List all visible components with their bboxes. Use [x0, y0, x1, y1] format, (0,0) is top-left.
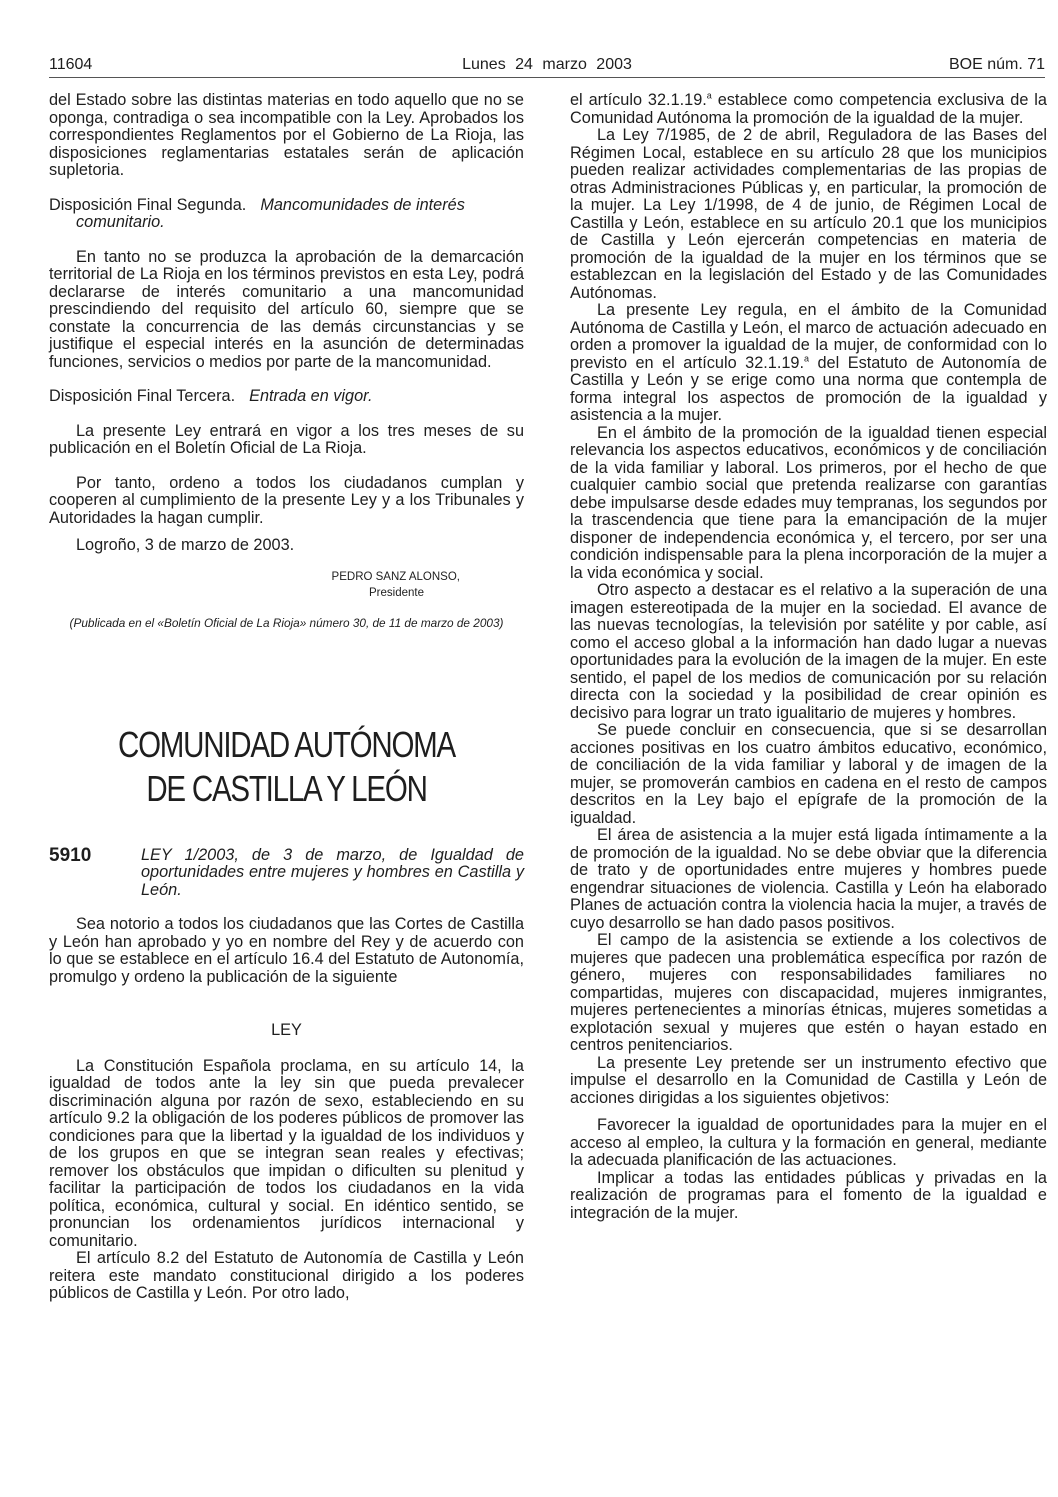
section-title [92, 723, 482, 811]
text-fragment: el artículo 32.1.19. [570, 91, 707, 109]
final-provision-2-text: En tanto no se produzca la aprobación de la demarcación territorial de La Rioja en los términos previstos en esta Ley, podrá declararse de interés comunitario a una mancomunidad prescindiendo del requisito del artículo 60, siempre que se constate la concurrencia de las demás circunstancias y se justifique el especial interés en la asunción de determinadas funciones, servicios o medios por parte de la mancomunidad. [49, 247, 524, 371]
paragraph-promotion: En el ámbito de la promoción de la igualdad tienen especial relevancia los aspectos educativos, económicos y de conciliación de la vida familiar y laboral. Los primeros, por el hecho de que cualquier cambio social que pretenda realizarse con garantías debe impulsarse desde edades muy tempranas, los segundos por la trascendencia que tiene para la emancipación de la mujer disponer de independencia económica y, el tercero, por ser una condición indispensable para la plena incorporación de la mujer a la vida económica y social. [570, 423, 1047, 582]
issue-date: Lunes 24 marzo 2003 [462, 56, 632, 73]
section-title-line-1: COMUNIDAD AUTÓNOMA [117, 723, 456, 765]
text-fragment: del Estatuto de Autonomía de Castilla y León y se erige como una norma que contempla de forma integral los aspectos de promoción de la igualdad y asistencia a la mujer. [570, 353, 1047, 424]
provision-label: Disposición Final Segunda. [49, 195, 247, 214]
final-provision-3-text: La presente Ley entrará en vigor a los tres meses de su publicación en el Boletín Oficial de La Rioja. [49, 421, 524, 457]
signature-block [49, 569, 524, 601]
section-title-line-2: DE CASTILLA Y LEÓN [146, 767, 427, 809]
provision-title: Entrada en vigor. [249, 387, 373, 405]
paragraph-objectives-intro: La presente Ley pretende ser un instrumento efectivo que impulse el desarrollo en la Comunidad de Castilla y León de acciones dirigidas a los siguientes objetivos: [570, 1053, 1047, 1107]
objective-item: Favorecer la igualdad de oportunidades para la mujer en el acceso al empleo, la cultura y la formación en general, mediante la adecuada planificación de las actuaciones. [570, 1116, 1047, 1169]
signatory-role: Presidente [369, 586, 424, 599]
place-date: Logroño, 3 de marzo de 2003. [76, 536, 295, 554]
text-fragment: establece como competencia exclusiva de la Comunidad Autónoma la promoción de la igualdad de la mujer. [570, 91, 1047, 127]
paragraph-constitution: La Constitución Española proclama, en su artículo 14, la igualdad de todos ante la ley sin que pueda prevalecer discriminación alguna por razón de sexo, estableciendo en su artículo 9.2 la obligación de los poderes públicos de promover las condiciones para que la libertad y la igualdad de los individuos y de los grupos en que se integran sean reales y efectivas; remover los obstáculos que impidan o dificulten su plenitud y facilitar la participación de todos los ciudadanos en la vida política, económica, cultural y social. En idéntico sentido, se pronuncian los ordenamientos jurídicos internacional y comunitario. [49, 1056, 524, 1250]
ley-heading: LEY [271, 1021, 302, 1039]
final-provision-2-heading [49, 197, 524, 232]
paragraph-statute: El artículo 8.2 del Estatuto de Autonomía de Castilla y León reitera este mandato constitucional dirigido a los poderes públicos de Castilla y León. Por otro lado, [49, 1249, 524, 1302]
provision-label: Disposición Final Tercera. [49, 387, 236, 405]
paragraph-continuation: del Estado sobre las distintas materias en todo aquello que no se oponga, contradiga o sea incompatible con la Ley. Aprobados los correspondientes Reglamentos por el Gobierno de La Rioja, las disposiciones reglamentarias estatales serán de aplicación supletoria. [49, 91, 524, 179]
ordinal-indicator: a [804, 353, 810, 364]
ordinal-indicator: a [706, 90, 712, 101]
right-column [570, 92, 1047, 1222]
final-provision-3-heading [49, 388, 524, 406]
law-title: LEY 1/2003, de 3 de marzo, de Igualdad de oportunidades entre mujeres y hombres en Castilla y León. [141, 845, 524, 899]
paragraph-image: Otro aspecto a destacar es el relativo a la superación de una imagen estereotipada de la mujer en la sociedad. El avance de las nuevas tecnologías, la televisión por satélite y por cable, así como el acceso global a la información han dado lugar a nuevas oportunidades para la evolución de la imagen de la mujer. En este sentido, el papel de los medios de comunicación por su relación directa con la sociedad y la posibilidad de crear opinión es decisivo para lograr un trato igualitario de mujeres y hombres. [570, 581, 1047, 722]
law-heading [49, 844, 524, 900]
paragraph-competence [570, 92, 1047, 127]
paragraph-local-regime: La Ley 7/1985, de 2 de abril, Reguladora de las Bases del Régimen Local, establece en su artículo 28 que los municipios pueden realizar actividades complementarias de las propias de otras Administraciones Públicas y, en particular, la promoción de la mujer. La Ley 1/1998, de 4 de junio, de Régimen Local de Castilla y León, establece en su artículo 20.1 que los municipios de Castilla y León ejercerán competencias en materia de promoción de la igualdad de la mujer en los términos que se establezcan en la legislación del Estado y de las Comunidades Autónomas. [570, 126, 1047, 302]
page-number: 11604 [49, 56, 93, 73]
publication-note: (Publicada en el «Boletín Oficial de La Rioja» número 30, de 11 de marzo de 2003) [69, 615, 504, 630]
page-header [49, 55, 1045, 78]
order-text: Por tanto, ordeno a todos los ciudadanos cumplan y cooperen al cumplimiento de la presente Ley y a los Tribunales y Autoridades la hagan cumplir. [49, 473, 524, 527]
objective-item: Implicar a todas las entidades públicas y privadas en la realización de programas para el fomento de la igualdad e integración de la mujer. [570, 1168, 1047, 1222]
left-column [49, 92, 524, 1303]
law-number: 5910 [49, 844, 92, 866]
paragraph-assistance: El área de asistencia a la mujer está ligada íntimamente a la de promoción de la igualdad. No se debe obviar que la diferencia de trato y de oportunidades entre mujeres y hombres puede engendrar situaciones de violencia. Castilla y León ha elaborado Planes de actuación contra la violencia hacia la mujer, a través de cuyo desarrollo se han dado pasos positivos. [570, 826, 1047, 932]
text-fragment: La presente Ley regula, en el ámbito de la Comunidad Autónoma de Castilla y León, el marco de actuación adecuado en orden a promover la igualdad de la mujer, de conformidad con lo previsto en el artículo 32.1.19. [570, 301, 1047, 372]
promulgation-text: Sea notorio a todos los ciudadanos que las Cortes de Castilla y León han aprobado y yo en nombre del Rey y de acuerdo con lo que se establece en el artículo 16.4 del Estatuto de Autonomía, promulgo y ordeno la publicación de la siguiente [49, 915, 524, 986]
paragraph-conclusion: Se puede concluir en consecuencia, que si se desarrollan acciones positivas en los cuatro ámbitos educativo, económico, de conciliación de la vida familiar y laboral y de imagen de la mujer, se promoverán cambios en cadena en el resto de campos descritos en la Ley bajo el epígrafe de la promoción de la igualdad. [570, 721, 1047, 827]
signatory-name: PEDRO SANZ ALONSO, [331, 570, 460, 583]
paragraph-scope [570, 302, 1047, 425]
publication-number: BOE núm. 71 [948, 56, 1045, 73]
provision-title: Mancomunidades de interés comunitario. [76, 195, 465, 231]
paragraph-collectives: El campo de la asistencia se extiende a los colectivos de mujeres que padecen una problemática específica por razón de género, mujeres con responsabilidades familiares no compartidas, mujeres con discapacidad, mujeres inmigrantes, mujeres pertenecientes a minorías étnicas, mujeres sometidas a explotación sexual y mujeres que estén o hayan estado en centros penitenciarios. [570, 931, 1047, 1054]
